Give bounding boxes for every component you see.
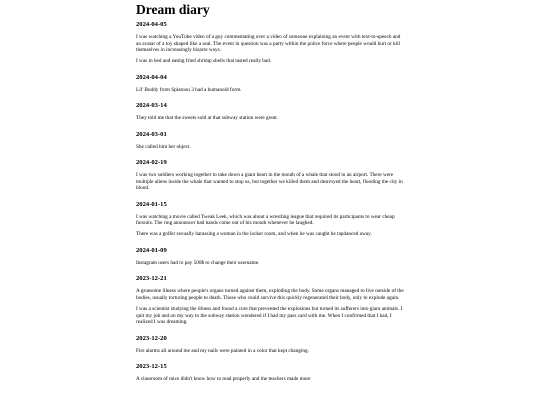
entry-paragraph: A gruesome illness where people's organs turned against them, exploding the body. Some organs managed to live outside of the bodies, usually torturing people to death. Those who could survive this quickly regenerated their body, only to explode again. [136,288,404,301]
entry-paragraph: They told me that the sweets sold at that subway station were great. [136,115,278,122]
entry-date: 2024-01-09 [136,246,167,254]
entry-paragraph: A classroom of mice didn't know how to read properly and the teachers made more [136,376,311,383]
diary-entry [136,247,404,267]
entry-paragraph: I was two soldiers working together to take down a giant heart in the mouth of a whale that stood in an airport. There were multiple aliens inside the whale that wanted to stop us, but together we killed them and destroyed the heart, flooding the city in blood. [136,171,403,192]
entry-paragraph: I was in bed and eating fried shrimp shells that tasted really bad. [136,58,272,65]
diary-entry [136,131,404,151]
diary-entry [136,159,404,192]
entry-date: 2024-02-19 [136,158,167,166]
entry-paragraph: I was a scientist studying the illness and found a cure that prevented the explosions but turned its sufferers into giant animals. I quit my job and on my way to the subway station wondered if I had my pass card with me. When I confirmed that I had, I realized I was dreaming. [136,305,403,326]
diary-entry [136,21,404,65]
entry-paragraph: I was watching a movie called Tweak Leek, which was about a wrestling league that required its participants to wear cheap fursuits. The ring announcer had hands come out of his mouth whenever he laughed. [136,213,395,227]
entry-paragraph: Lil' Buddy from Splatoon 3 had a humanoid form. [136,86,242,93]
entry-paragraph: Fire alarms all around me and my nails were painted in a color that kept changing. [136,347,309,354]
diary-page [136,2,404,392]
entry-date: 2023-12-21 [136,275,167,283]
diary-entry [136,74,404,94]
entry-date: 2024-04-05 [136,21,167,28]
entry-date: 2023-12-15 [136,363,167,371]
diary-entry [136,363,404,383]
entry-paragraph: I was watching a YouTube video of a guy commentating over a video of someone explaining an event with text-to-speech and an avatar of a toy shaped like a seal. The event in question was a party within the police force where people would hurt or kill themselves in increasingly bizarre ways. [136,34,401,54]
entry-date: 2023-12-20 [136,334,167,342]
page-title: Dream diary [136,2,210,17]
entry-paragraph: She called him her object. [136,143,191,150]
entry-list [136,21,404,383]
diary-entry [136,335,404,355]
entry-date: 2024-03-01 [136,130,167,138]
diary-entry [136,275,404,326]
diary-entry [136,201,404,238]
entry-date: 2024-04-04 [136,73,167,81]
entry-paragraph: There was a golfer sexually harassing a woman in the locker room, and when he was caught he tapdanced away. [136,231,372,238]
entry-date: 2024-03-14 [136,102,167,110]
diary-entry [136,102,404,122]
entry-date: 2024-01-15 [136,200,167,208]
entry-paragraph: Instagram users had to pay 500$ to change their username. [136,259,260,266]
